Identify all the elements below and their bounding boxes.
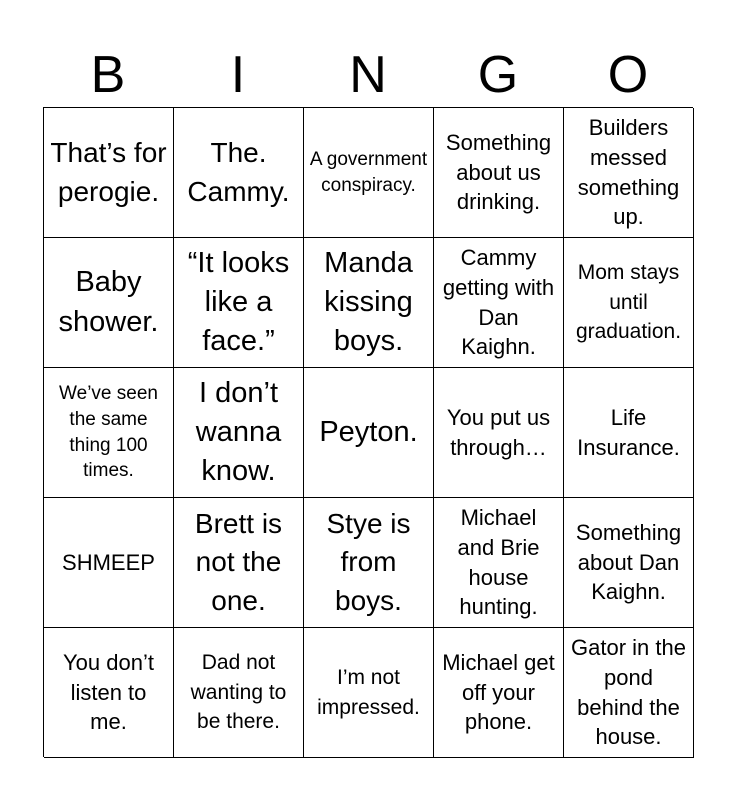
bingo-cell[interactable] — [564, 498, 694, 628]
cell-text: Mom stays until graduation. — [575, 261, 682, 344]
cell-text: We’ve seen the same thing 100 times. — [59, 383, 158, 482]
bingo-cell[interactable] — [174, 368, 304, 498]
bingo-cell[interactable] — [174, 238, 304, 368]
cell-text: Something about us drinking. — [445, 129, 552, 215]
cell-text: SHMEEP — [62, 549, 155, 575]
cell-text: You don’t listen to me. — [63, 649, 154, 735]
cell-text: I don’t wanna know. — [195, 376, 282, 488]
cell-text: Dad not wanting to be there. — [190, 651, 287, 734]
cell-text: Michael get off your phone. — [442, 649, 555, 735]
bingo-cell[interactable] — [44, 628, 174, 758]
cell-text: Stye is from boys. — [326, 507, 411, 616]
bingo-cell[interactable] — [44, 368, 174, 498]
bingo-cell[interactable] — [304, 238, 434, 368]
bingo-cell[interactable] — [564, 238, 694, 368]
cell-text: The. Cammy. — [187, 136, 290, 207]
bingo-cell[interactable] — [304, 108, 434, 238]
bingo-header — [43, 44, 693, 106]
bingo-cell[interactable] — [304, 628, 434, 758]
bingo-cell[interactable] — [44, 108, 174, 238]
cell-text: Something about Dan Kaighn. — [575, 519, 682, 605]
bingo-cell[interactable] — [174, 108, 304, 238]
bingo-cell[interactable] — [434, 108, 564, 238]
cell-text: That’s for perogie. — [50, 136, 167, 207]
bingo-cell[interactable] — [174, 628, 304, 758]
cell-text: Gator in the pond behind the house. — [571, 635, 686, 750]
bingo-cell[interactable] — [434, 498, 564, 628]
cell-text: I’m not impressed. — [317, 666, 420, 719]
bingo-cell[interactable] — [304, 498, 434, 628]
bingo-cell[interactable] — [434, 238, 564, 368]
cell-text: Builders messed something up. — [577, 115, 680, 230]
bingo-cell[interactable] — [434, 368, 564, 498]
header-letter-n: N — [349, 46, 387, 104]
bingo-cell[interactable] — [564, 368, 694, 498]
bingo-cell[interactable] — [434, 628, 564, 758]
bingo-cell[interactable] — [44, 238, 174, 368]
cell-text: You put us through… — [446, 404, 551, 460]
bingo-cell[interactable] — [564, 628, 694, 758]
cell-text: A government conspiracy. — [309, 148, 428, 196]
cell-text: Peyton. — [319, 415, 418, 448]
bingo-cell[interactable] — [174, 498, 304, 628]
cell-text: Brett is not the one. — [194, 507, 283, 616]
header-letter-i: I — [230, 46, 246, 104]
header-letter-g: G — [477, 46, 519, 104]
bingo-cell[interactable] — [44, 498, 174, 628]
cell-text: Manda kissing boys. — [324, 246, 413, 358]
cell-text: Michael and Brie house hunting. — [457, 505, 540, 620]
bingo-cell[interactable] — [304, 368, 434, 498]
cell-text: Cammy getting with Dan Kaighn. — [442, 245, 555, 360]
cell-text: Baby shower. — [58, 266, 159, 338]
cell-text: “It looks like a face.” — [187, 246, 290, 358]
bingo-board — [43, 107, 693, 757]
bingo-cell[interactable] — [564, 108, 694, 238]
cell-text: Life Insurance. — [577, 404, 680, 460]
header-letter-o: O — [607, 46, 649, 104]
header-letter-b: B — [90, 46, 126, 104]
